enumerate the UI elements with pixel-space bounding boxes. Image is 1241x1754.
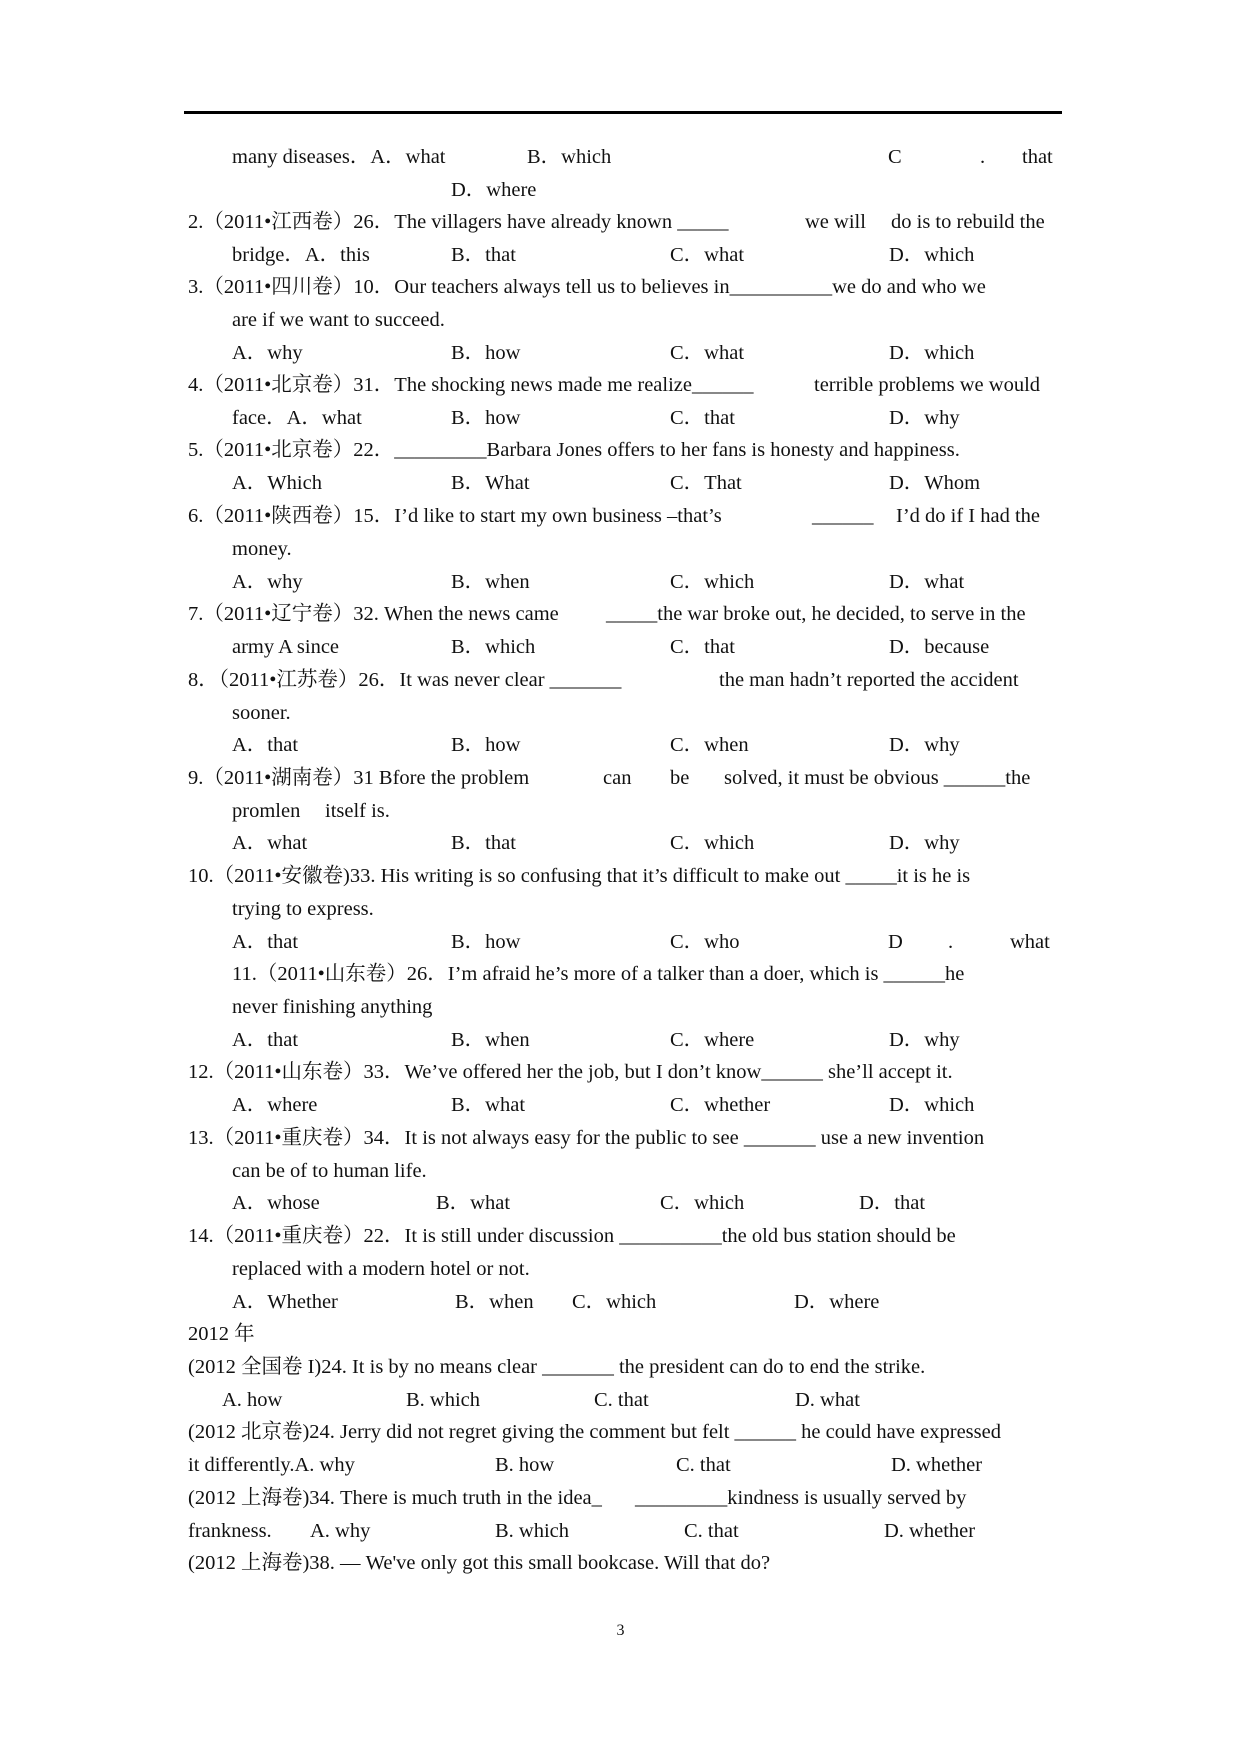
text-line-segment: A．what xyxy=(232,832,308,854)
text-line-segment: D．that xyxy=(859,1192,926,1214)
header-rule xyxy=(184,111,1062,114)
text-line-segment: (2012 上海卷)34. There is much truth in the idea_ xyxy=(188,1487,602,1509)
text-line-segment: C．where xyxy=(670,1029,755,1051)
text-line-segment: 2.（2011•江西卷）26．The villagers have already known _____ xyxy=(188,211,729,233)
page-number: 3 xyxy=(616,1622,625,1639)
text-line-segment: can be of to human life. xyxy=(232,1160,427,1182)
text-line-segment: B．that xyxy=(451,244,516,266)
text-line-segment: itself is. xyxy=(325,800,390,822)
text-line-segment: C．which xyxy=(660,1192,745,1214)
text-line-segment: B. which xyxy=(406,1389,481,1411)
text-line-segment: 7.（2011•辽宁卷）32. When the news came xyxy=(188,603,559,625)
text-line-segment: C．whether xyxy=(670,1094,771,1116)
text-line-segment: B．how xyxy=(451,342,521,364)
text-line-segment: 2012 年 xyxy=(188,1323,255,1345)
text-line-segment: be xyxy=(670,767,690,789)
text-line-segment: D．which xyxy=(889,244,975,266)
text-line-segment: D．what xyxy=(889,571,965,593)
text-line-segment: C．which xyxy=(670,832,755,854)
text-line-segment: D．Whom xyxy=(889,472,981,494)
text-line-segment: A. why xyxy=(310,1520,371,1542)
text-line-segment: C．that xyxy=(670,636,735,658)
text-line-segment: A．why xyxy=(232,342,303,364)
text-line-segment: B．when xyxy=(455,1291,534,1313)
text-line-segment: I’d do if I had the xyxy=(896,505,1041,527)
text-line-segment: B．how xyxy=(451,407,521,429)
text-line-segment: D. whether xyxy=(891,1454,983,1476)
text-line-segment: are if we want to succeed. xyxy=(232,309,445,331)
text-line-segment: trying to express. xyxy=(232,898,374,920)
text-line-segment: 5.（2011•北京卷）22．_________Barbara Jones offers to her fans is honesty and happiness. xyxy=(188,439,960,461)
text-line-segment: what xyxy=(1010,931,1050,953)
text-line-segment: D．because xyxy=(889,636,990,658)
text-line-segment: 13.（2011•重庆卷）34．It is not always easy for the public to see _______ use a new invention xyxy=(188,1127,985,1149)
text-line-segment: C．that xyxy=(670,407,735,429)
text-line-segment: D．which xyxy=(889,1094,975,1116)
text-line-segment: D．which xyxy=(889,342,975,364)
text-line-segment: D．why xyxy=(889,832,960,854)
text-line-segment: 6.（2011•陕西卷）15．I’d like to start my own business –that’s xyxy=(188,505,722,527)
text-line-segment: _____the war broke out, he decided, to serve in the xyxy=(606,603,1026,625)
text-line-segment: terrible problems we would xyxy=(814,374,1041,396)
text-line-segment: C．when xyxy=(670,734,749,756)
text-line-segment: D．why xyxy=(889,1029,960,1051)
text-line-segment: do is to rebuild the xyxy=(891,211,1045,233)
text-line-segment: face．A．what xyxy=(232,407,362,429)
text-line-segment: 10.（2011•安徽卷)33. His writing is so confusing that it’s difficult to make out _____it is he is xyxy=(188,865,971,887)
text-line-segment: B. how xyxy=(495,1454,555,1476)
text-line-segment: (2012 上海卷)38. — We've only got this small bookcase. Will that do? xyxy=(188,1552,771,1574)
text-line-segment: A．why xyxy=(232,571,303,593)
text-line-segment: D．why xyxy=(889,734,960,756)
text-line-segment: C. that xyxy=(684,1520,739,1542)
text-line-segment: C．which xyxy=(670,571,755,593)
text-line-segment: A. how xyxy=(222,1389,283,1411)
text-line-segment: solved, it must be obvious ______the xyxy=(724,767,1031,789)
text-line-segment: 9.（2011•湖南卷）31 Bfore the problem xyxy=(188,767,530,789)
text-line-segment: (2012 北京卷)24. Jerry did not regret giving the comment but felt ______ he could have expressed xyxy=(188,1421,1001,1443)
text-line-segment: 12.（2011•山东卷）33．We’ve offered her the job, but I don’t know______ she’ll accept it. xyxy=(188,1061,953,1083)
text-line-segment: A．that xyxy=(232,1029,299,1051)
text-line-segment: C. that xyxy=(594,1389,649,1411)
text-line-segment: sooner. xyxy=(232,702,291,724)
text-line-segment: . xyxy=(948,931,954,953)
text-line-segment: A．whose xyxy=(232,1192,320,1214)
text-line-segment: 4.（2011•北京卷）31．The shocking news made me realize______ xyxy=(188,374,754,396)
text-line-segment: promlen xyxy=(232,800,301,822)
text-line-segment: D．where xyxy=(451,179,537,201)
text-line-segment: A．that xyxy=(232,734,299,756)
text-line-segment: the man hadn’t reported the accident xyxy=(719,669,1019,691)
text-line-segment: C xyxy=(888,146,902,168)
text-line-segment: D．why xyxy=(889,407,960,429)
text-line-segment: bridge．A．this xyxy=(232,244,370,266)
text-line-segment: C．what xyxy=(670,342,745,364)
text-line-segment: that xyxy=(1022,146,1053,168)
text-line-segment: 14.（2011•重庆卷）22．It is still under discussion __________the old bus station should be xyxy=(188,1225,956,1247)
text-line-segment: A．that xyxy=(232,931,299,953)
text-line-segment: B．What xyxy=(451,472,530,494)
text-line-segment: . xyxy=(980,146,986,168)
text-line-segment: D. whether xyxy=(884,1520,976,1542)
text-line-segment: (2012 全国卷 I)24. It is by no means clear _______ the president can do to end the strike. xyxy=(188,1356,926,1378)
text-line-segment: B．when xyxy=(451,571,530,593)
text-line-segment: many diseases．A．what xyxy=(232,146,446,168)
text-line-segment: 3.（2011•四川卷）10．Our teachers always tell us to believes in__________we do and who we xyxy=(188,276,986,298)
text-line-segment: frankness. xyxy=(188,1520,272,1542)
text-line-segment: 11.（2011•山东卷）26．I’m afraid he’s more of a talker than a doer, which is ______he xyxy=(232,963,965,985)
text-line-segment: we will xyxy=(805,211,866,233)
text-line-segment: B．which xyxy=(527,146,612,168)
text-line-segment: money. xyxy=(232,538,292,560)
text-line-segment: can xyxy=(603,767,632,789)
text-line-segment: C．who xyxy=(670,931,740,953)
text-line-segment: army A since xyxy=(232,636,340,658)
text-line-segment: B. which xyxy=(495,1520,570,1542)
text-line-segment: never finishing anything xyxy=(232,996,433,1018)
text-line-segment: C. that xyxy=(676,1454,731,1476)
text-line-segment: A．Whether xyxy=(232,1291,338,1313)
text-line-segment: C．what xyxy=(670,244,745,266)
text-line-segment: B．which xyxy=(451,636,536,658)
text-line-segment: B．what xyxy=(451,1094,526,1116)
text-line-segment: D xyxy=(888,931,903,953)
text-line-segment: C．That xyxy=(670,472,742,494)
text-line-segment: A．Which xyxy=(232,472,322,494)
text-line-segment: B．what xyxy=(436,1192,511,1214)
text-line-segment: C．which xyxy=(572,1291,657,1313)
text-line-segment: B．how xyxy=(451,931,521,953)
text-line-segment: D．where xyxy=(794,1291,880,1313)
text-line-segment: it differently.A. why xyxy=(188,1454,355,1476)
text-line-segment: 8．（2011•江苏卷）26．It was never clear _______ xyxy=(188,669,622,691)
text-line-segment: B．when xyxy=(451,1029,530,1051)
text-line-segment: B．how xyxy=(451,734,521,756)
text-line-segment: ______ xyxy=(812,505,874,527)
text-line-segment: A．where xyxy=(232,1094,318,1116)
text-line-segment: B．that xyxy=(451,832,516,854)
text-line-segment: replaced with a modern hotel or not. xyxy=(232,1258,530,1280)
text-line-segment: D. what xyxy=(795,1389,860,1411)
text-line-segment: _________kindness is usually served by xyxy=(635,1487,967,1509)
